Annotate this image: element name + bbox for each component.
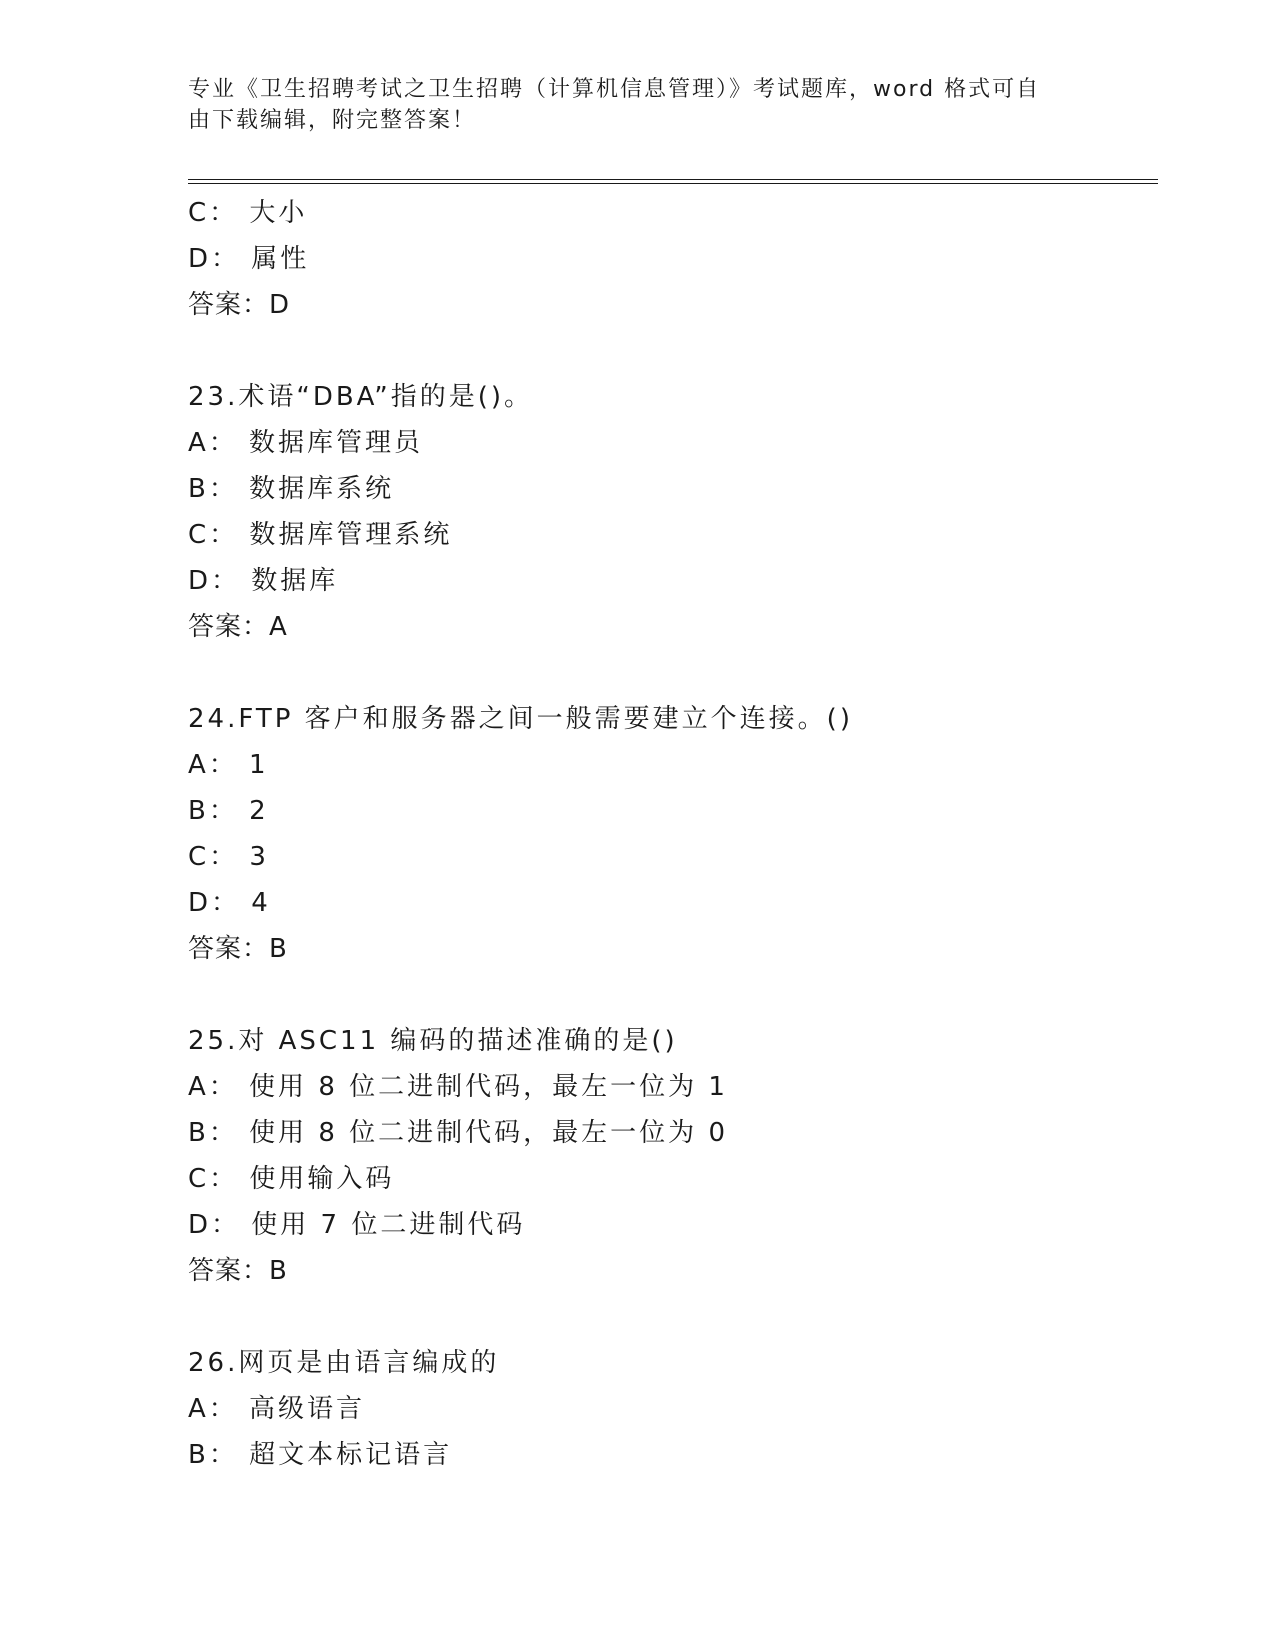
block-spacer [188, 1294, 1188, 1340]
option-a: A： 使用 8 位二进制代码，最左一位为 1 [188, 1072, 728, 1102]
option-b: B： 2 [188, 796, 269, 826]
option-a: A： 1 [188, 750, 269, 780]
question-text: 23.术语“DBA”指的是()。 [188, 382, 534, 412]
question-text: 25.对 ASC11 编码的描述准确的是() [188, 1026, 678, 1056]
question-block-25 [188, 1018, 1188, 1294]
option-d: D： 属性 [188, 244, 310, 274]
header-line-2: 由下载编辑，附完整答案！ [188, 108, 477, 133]
question-list [188, 190, 1188, 1478]
block-spacer [188, 650, 1188, 696]
option-b: B： 超文本标记语言 [188, 1440, 453, 1470]
answer-line: 答案：A [188, 612, 288, 642]
block-spacer [188, 972, 1188, 1018]
option-d: D： 4 [188, 888, 271, 918]
option-c: C： 使用输入码 [188, 1164, 395, 1194]
block-spacer [188, 328, 1188, 374]
question-block-23 [188, 374, 1188, 650]
question-text: 26.网页是由语言编成的 [188, 1348, 500, 1378]
option-d: D： 使用 7 位二进制代码 [188, 1210, 526, 1240]
header-divider-top [188, 179, 1158, 180]
answer-line: 答案：D [188, 290, 291, 320]
answer-line: 答案：B [188, 1256, 288, 1286]
header-line-1: 专业《卫生招聘考试之卫生招聘（计算机信息管理）》考试题库，word 格式可自 [188, 77, 1041, 102]
question-block-24 [188, 696, 1188, 972]
option-c: C： 3 [188, 842, 269, 872]
option-a: A： 数据库管理员 [188, 428, 424, 458]
document-header [188, 74, 1088, 136]
option-a: A： 高级语言 [188, 1394, 366, 1424]
option-d: D： 数据库 [188, 566, 339, 596]
option-b: B： 使用 8 位二进制代码，最左一位为 0 [188, 1118, 728, 1148]
header-divider-bottom [188, 183, 1158, 184]
question-block-22 [188, 190, 1188, 328]
option-b: B： 数据库系统 [188, 474, 395, 504]
question-block-26 [188, 1340, 1188, 1478]
question-text: 24.FTP 客户和服务器之间一般需要建立个连接。() [188, 704, 853, 734]
answer-line: 答案：B [188, 934, 288, 964]
option-c: C： 数据库管理系统 [188, 520, 453, 550]
option-c: C： 大小 [188, 198, 308, 228]
